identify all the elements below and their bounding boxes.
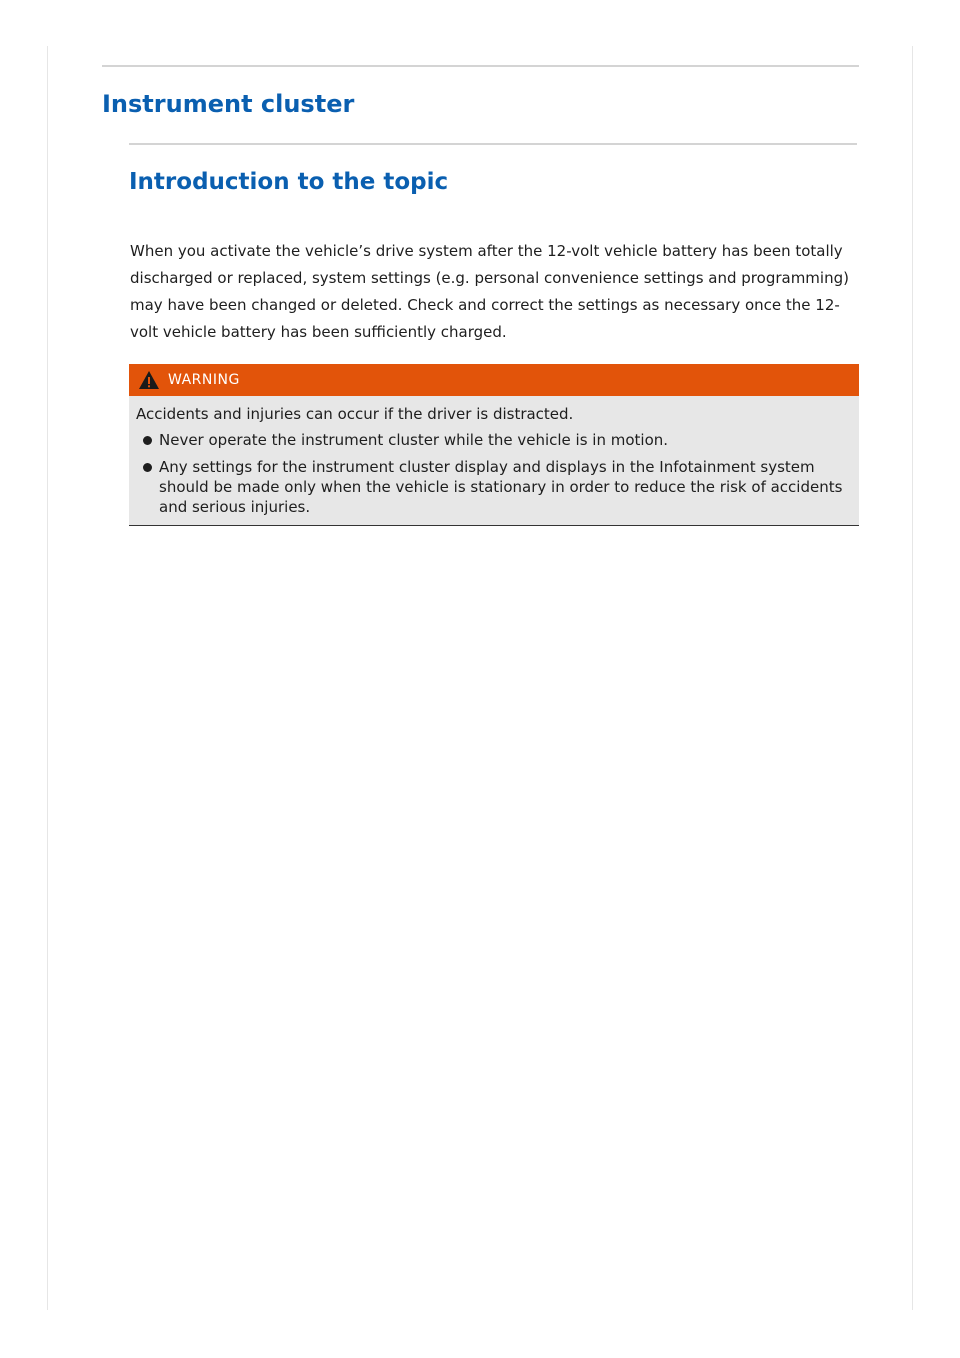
left-margin-line — [47, 46, 48, 1310]
warning-list-item-text: Never operate the instrument cluster while the vehicle is in motion. — [159, 431, 669, 449]
warning-list-item-text: Any settings for the instrument cluster display and displays in the Infotainment system should be made only when the vehicle is stationary in order to reduce the risk of accidents and serious injuries. — [159, 458, 843, 516]
warning-body — [129, 396, 859, 525]
warning-box — [129, 364, 859, 526]
warning-label: WARNING — [168, 372, 240, 388]
warning-lead: Accidents and injuries can occur if the driver is distracted. — [136, 405, 574, 423]
section-title: Introduction to the topic — [129, 169, 449, 195]
warning-triangle-icon — [138, 369, 160, 391]
warning-list-item — [136, 430, 849, 450]
bullet-icon — [143, 463, 152, 472]
bullet-icon — [143, 436, 152, 445]
warning-header — [129, 364, 859, 396]
chapter-divider — [102, 65, 859, 67]
warning-list — [136, 430, 849, 517]
warning-list-item — [136, 457, 849, 517]
intro-paragraph: When you activate the vehicle’s drive system after the 12-volt vehicle battery has been totally discharged or replaced, system settings (e.g. personal convenience settings and programming) may have been changed or deleted. Check and correct the settings as necessary once the 12-volt vehicle battery has been sufficiently charged. — [130, 242, 849, 341]
section-divider — [129, 143, 857, 145]
chapter-title: Instrument cluster — [102, 90, 355, 118]
right-margin-line — [912, 46, 913, 1310]
